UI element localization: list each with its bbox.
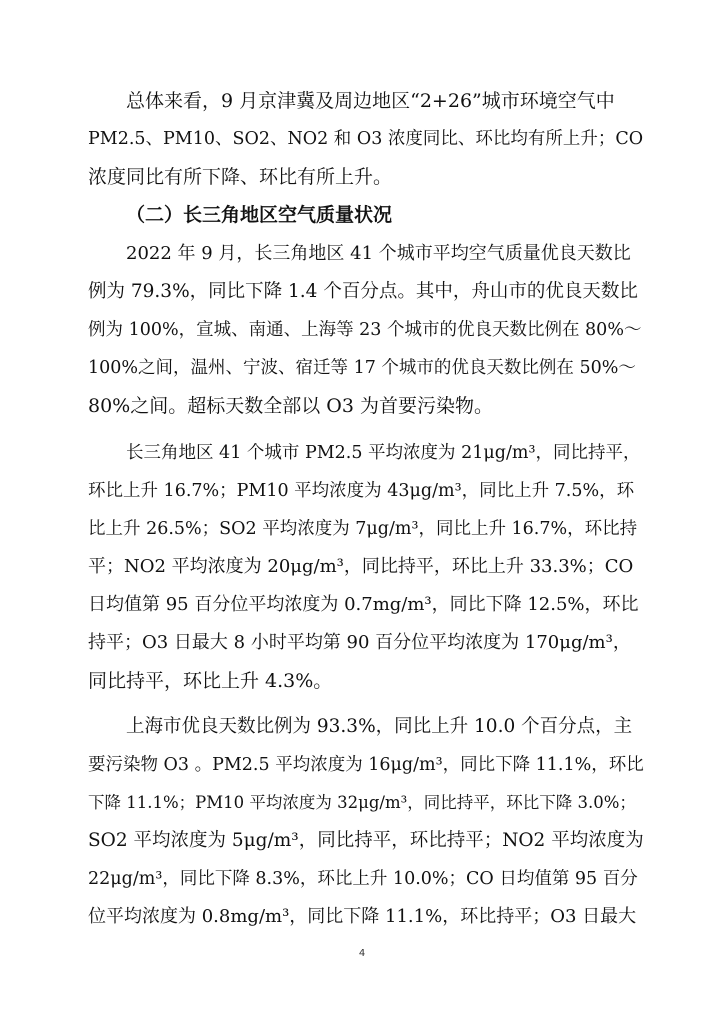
text-line: 浓度同比有所下降、环比有所上升。 <box>88 166 393 188</box>
text-line: 2022 年 9 月，长三角地区 41 个城市平均空气质量优良天数比 <box>126 243 631 264</box>
text-line: 同比持平，环比上升 4.3%。 <box>88 670 333 692</box>
text-line: 持平；O3 日最大 8 小时平均第 90 百分位平均浓度为 170μg/m³， <box>88 632 631 653</box>
text-line: 要污染物 O3 。PM2.5 平均浓度为 16μg/m³，同比下降 11.1%，环比 <box>88 755 644 775</box>
text-line: 100%之间，温州、宁波、宿迁等 17 个城市的优良天数比例在 50%～ <box>88 358 636 378</box>
section-heading: （二）长三角地区空气质量状况 <box>126 204 393 226</box>
text-line: 上海市优良天数比例为 93.3%，同比上升 10.0 个百分点，主 <box>126 716 633 737</box>
text-line: 总体来看，9 月京津冀及周边地区“2+26”城市环境空气中 <box>126 90 615 112</box>
text-line: 例为 100%，宣城、南通、上海等 23 个城市的优良天数比例在 80%～ <box>88 320 642 340</box>
text-line: 位平均浓度为 0.8mg/m³，同比下降 11.1%，环比持平；O3 日最大 <box>88 906 637 927</box>
text-line: PM2.5、PM10、SO2、NO2 和 O3 浓度同比、环比均有所上升；CO <box>88 129 644 149</box>
text-line: 长三角地区 41 个城市 PM2.5 平均浓度为 21μg/m³，同比持平， <box>126 443 641 463</box>
text-line: 环比上升 16.7%；PM10 平均浓度为 43μg/m³，同比上升 7.5%，环 <box>88 481 635 501</box>
text-line: SO2 平均浓度为 5μg/m³，同比持平，环比持平；NO2 平均浓度为 <box>88 830 644 851</box>
text-line: 22μg/m³，同比下降 8.3%，环比上升 10.0%；CO 日均值第 95 百分 <box>88 869 638 889</box>
page-number: 4 <box>358 948 366 959</box>
paragraph-concentrations <box>88 434 644 700</box>
text-line: 平；NO2 平均浓度为 20μg/m³，同比持平，环比上升 33.3%；CO <box>88 556 634 577</box>
text-line: 比上升 26.5%；SO2 平均浓度为 7μg/m³，同比上升 16.7%，环比持 <box>88 519 638 539</box>
text-line: 下降 11.1%；PM10 平均浓度为 32μg/m³，同比持平，环比下降 3.0%； <box>88 793 636 812</box>
text-line: 80%之间。超标天数全部以 O3 为首要污染物。 <box>88 395 493 417</box>
paragraph-good-days <box>88 235 644 425</box>
text-line: 日均值第 95 百分位平均浓度为 0.7mg/m³，同比下降 12.5%，环比 <box>88 594 639 615</box>
paragraph-shanghai <box>88 708 644 936</box>
paragraph-summary <box>88 82 644 196</box>
text-line: 例为 79.3%，同比下降 1.4 个百分点。其中，舟山市的优良天数比 <box>88 281 638 302</box>
